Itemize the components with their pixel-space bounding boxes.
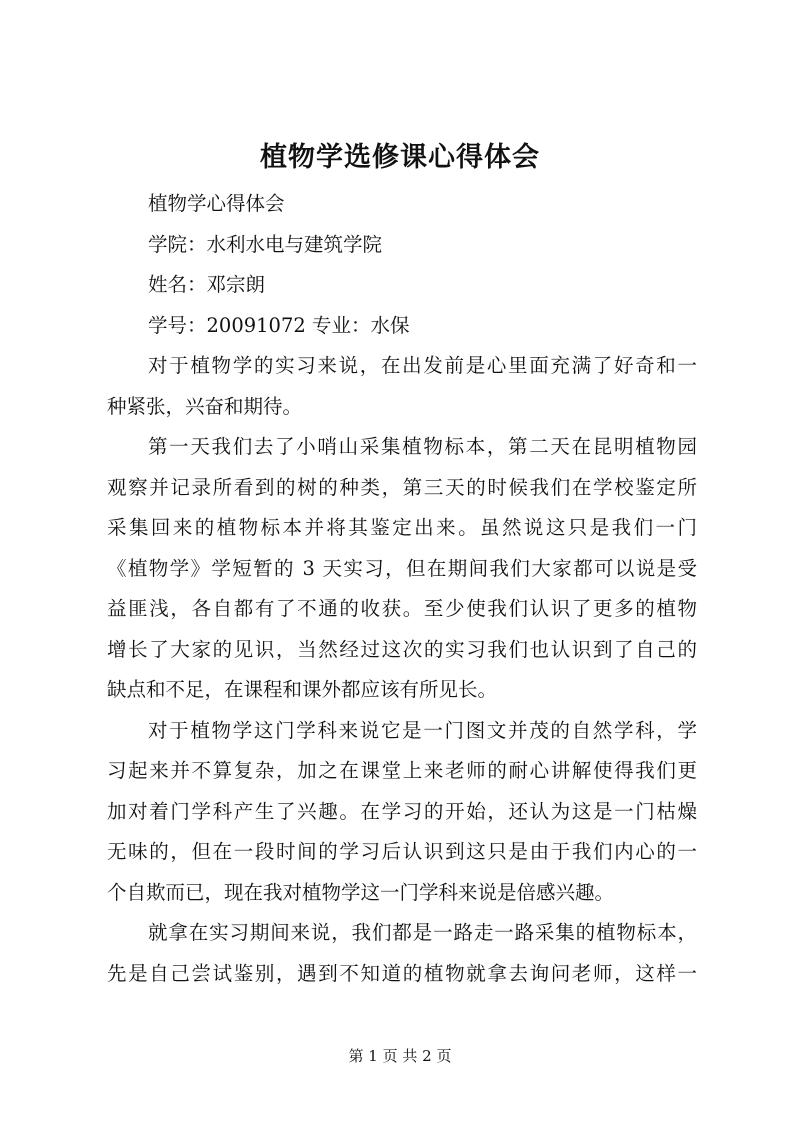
document-title: 植物学选修课心得体会 <box>260 142 540 173</box>
paragraph-line: 《植物学》学短暂的 3 天实习，但在期间我们大家都可以说是受 <box>107 556 697 580</box>
header-line: 植物学心得体会 <box>148 192 285 215</box>
paragraph-line: 先是自己尝试鉴别，遇到不知道的植物就拿去询问老师，这样一 <box>107 961 697 985</box>
paragraph <box>107 427 697 711</box>
paragraph-line: 益匪浅，各自都有了不通的收获。至少使我们认识了更多的植物 <box>107 597 697 620</box>
paragraph <box>107 913 697 994</box>
header-line: 学院：水利水电与建筑学院 <box>148 232 383 256</box>
paragraph-line: 采集回来的植物标本并将其鉴定出来。虽然说这只是我们一门 <box>107 516 697 539</box>
paragraph-line: 加对着门学科产生了兴趣。在学习的开始，还认为这是一门枯燥 <box>107 799 697 823</box>
page-footer: 第 1 页 共 2 页 <box>348 1047 452 1065</box>
paragraph <box>107 711 697 914</box>
paragraph <box>107 346 697 427</box>
paragraph-line: 个自欺而已，现在我对植物学这一门学科来说是倍感兴趣。 <box>107 880 615 904</box>
paragraph-line: 无味的，但在一段时间的学习后认识到这只是由于我们内心的一 <box>107 840 697 863</box>
paragraph-line: 第一天我们去了小哨山采集植物标本，第二天在昆明植物园 <box>148 435 697 458</box>
document-body <box>107 184 697 994</box>
paragraph-line: 观察并记录所看到的树的种类，第三天的时候我们在学校鉴定所 <box>107 475 697 499</box>
paragraph-line: 种紧张，兴奋和期待。 <box>107 394 303 418</box>
paragraph-line: 对于植物学这门学科来说它是一门图文并茂的自然学科，学 <box>148 718 697 742</box>
header-line: 学号：20091072 专业：水保 <box>148 313 410 337</box>
header-line: 姓名：邓宗朗 <box>148 273 266 296</box>
paragraph-line: 习起来并不算复杂，加之在课堂上来老师的耐心讲解使得我们更 <box>107 759 697 782</box>
paragraph-line: 增长了大家的见识，当然经过这次的实习我们也认识到了自己的 <box>107 637 697 661</box>
paragraph-line: 就拿在实习期间来说，我们都是一路走一路采集的植物标本， <box>148 921 697 944</box>
paragraph-line: 缺点和不足，在课程和课外都应该有所见长。 <box>107 678 498 701</box>
paragraph-line: 对于植物学的实习来说，在出发前是心里面充满了好奇和一 <box>148 354 697 377</box>
